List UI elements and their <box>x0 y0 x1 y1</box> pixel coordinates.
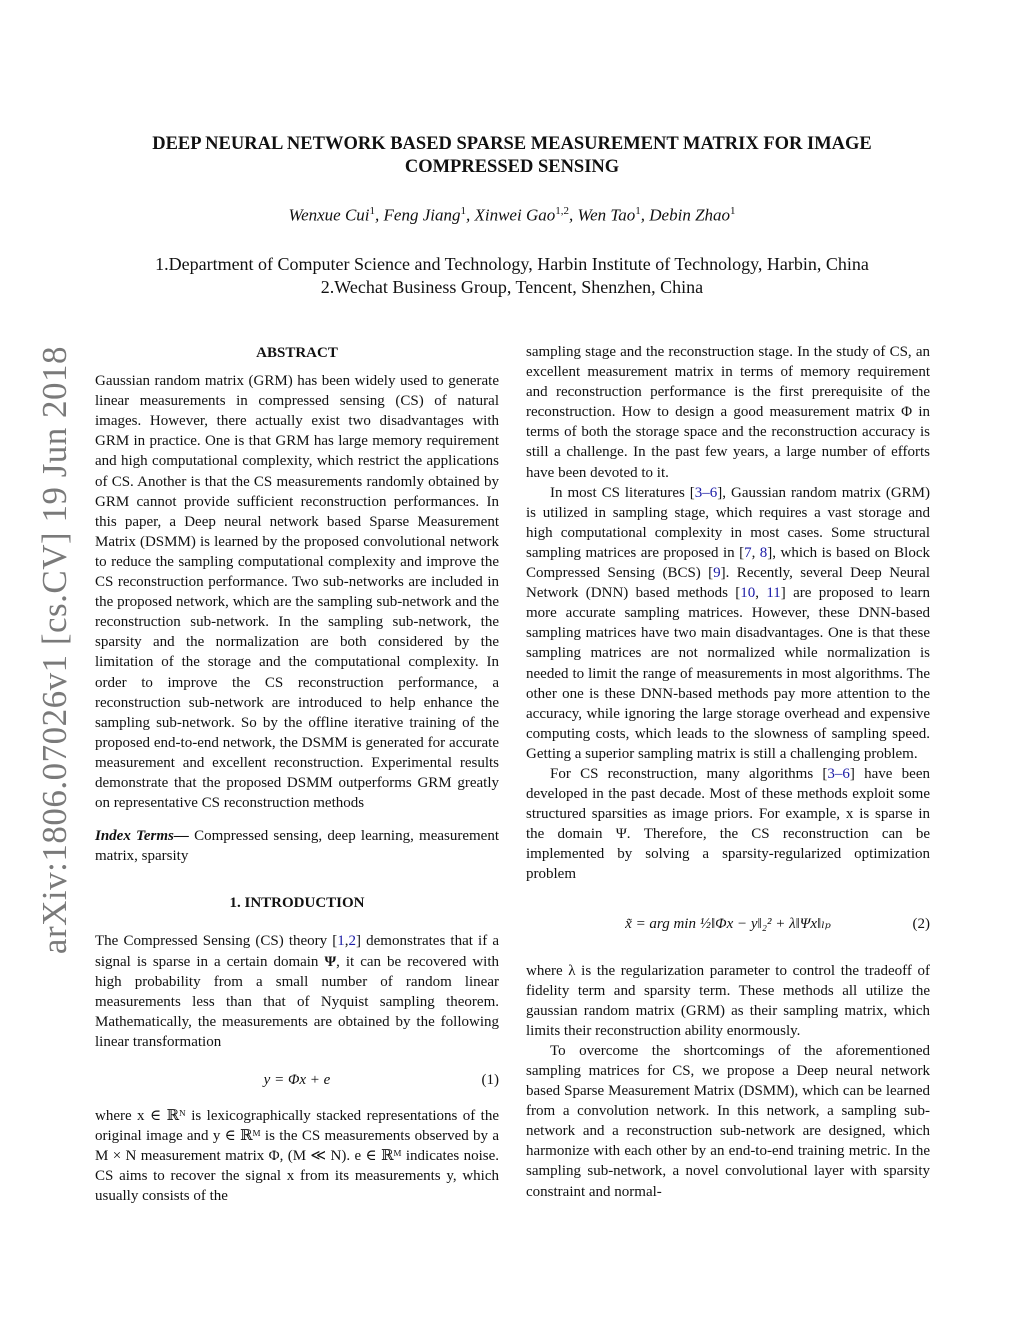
intro-text: The Compressed Sensing (CS) theory [ <box>95 933 338 950</box>
equation-2 <box>526 897 930 953</box>
body-text: , <box>755 585 767 602</box>
equation-1 <box>95 1068 499 1092</box>
citation-link[interactable]: 3–6 <box>694 484 718 501</box>
equation-1-number: (1) <box>481 1071 499 1088</box>
affiliation-line: 2.Wechat Business Group, Tencent, Shenzhen, China <box>320 277 704 297</box>
arxiv-sidebar-stamp: arXiv:1806.07026v1 [cs.CV] 19 Jun 2018 <box>35 345 74 955</box>
right-paragraph-2 <box>526 483 930 764</box>
intro-text: , it can be recovered with high probability from a small number of random linear measurements less than that of Nyquist sampling theorem. Mathematically, the measurements are obtained by the following linear transformation <box>95 953 499 1050</box>
affiliation-line: 1.Department of Computer Science and Technology, Harbin Institute of Technology, Harbin, China <box>155 254 869 274</box>
citation-link[interactable]: 9 <box>713 565 721 582</box>
intro-text: ] demonstrates that if a signal is sparse in a certain domain <box>95 933 499 970</box>
right-column <box>526 342 930 1202</box>
author-affiliation-mark: 1 <box>460 205 466 217</box>
right-paragraph-5: To overcome the shortcomings of the aforementioned sampling matrices for CS, we propose a Deep neural network based Sparse Measurement Matrix (DSMM), which can be learned from a convolution network. In this network, a sampling sub-network and a reconstruction sub-network are designed, which harmonize with each other by an end-to-end training metric. In the sampling sub-network, a novel convolutional layer with sparsity constraint and normal- <box>526 1042 930 1200</box>
citation-link[interactable]: 7 <box>744 544 752 561</box>
equation-1-formula: y = Φx + e <box>263 1071 331 1088</box>
author-name: Debin Zhao <box>649 205 731 225</box>
author-name: Feng Jiang <box>383 205 461 225</box>
introduction-heading: 1. INTRODUCTION <box>229 895 365 912</box>
paper-title: DEEP NEURAL NETWORK BASED SPARSE MEASUREMENT MATRIX FOR IMAGE COMPRESSED SENSING <box>152 134 872 177</box>
right-paragraph-1: sampling stage and the reconstruction stage. In the study of CS, an excellent measurement matrix in terms of memory requirement and reconstruction performance is the first prerequisite of the reconstruction. How to design a good measurement matrix Φ in terms of both the storage space and the reconstruction accuracy is still a challenge. In the past few years, a large number of efforts have been devoted to it. <box>526 344 930 481</box>
intro-text: , <box>344 933 349 950</box>
author-affiliation-mark: 1,2 <box>555 205 569 217</box>
body-text: ] have been developed in the past decade. Most of these methods exploit some structured sparsities as image priors. For example, x is sparse in the domain Ψ. Therefore, the CS reconstruction can be implemented by solving a sparsity-regularized optimization problem <box>526 765 930 883</box>
author-name: Wenxue Cui <box>288 205 370 225</box>
body-text: ], Gaussian random matrix (GRM) is utilized in sampling stage, which requires a vast storage and high computational complexity in most cases. Some structural sampling matrices are proposed in [ <box>526 484 930 561</box>
equation-2-formula: x̃ = arg min ½‖Φx − y‖₂² + λ‖Ψx‖ₗₚ <box>625 916 831 933</box>
author-affiliation-mark: 1 <box>730 205 736 217</box>
affiliations <box>100 253 924 299</box>
citation-link[interactable]: 3–6 <box>827 765 850 782</box>
citation-link[interactable]: 11 <box>766 585 781 602</box>
index-terms <box>95 826 499 866</box>
intro-paragraph-2: where x ∈ ℝᴺ is lexicographically stacked representations of the original image and y ∈ ℝᴹ is the CS measurements observed by a M × N measurement matrix Φ, (M ≪ N). e ∈ ℝᴹ indicates noise. CS aims to recover the signal x from its measurements y, which usually consists of the <box>95 1108 499 1205</box>
citation-link[interactable]: 2 <box>348 933 357 950</box>
equation-2-number: (2) <box>912 916 930 933</box>
psi-symbol: Ψ <box>324 953 337 970</box>
body-text: ] are proposed to learn more accurate sampling matrices. However, these DNN-based sampling matrices have two main disadvantages. One is that these sampling matrices are not normalized while normalization is needed to limit the range of measurements in most algorithms. The other one is these DNN-based methods pay more attention to the accuracy, while ignoring the large storage overhead and expensive computing costs, which leads to the slowness of sampling speed. Getting a superior sampling matrix is still a challenging problem. <box>526 585 931 762</box>
author-list: Wenxue Cui$^1$, Feng Jiang$^1$, Xinwei Gao$^{1,2}$, Wen Tao$^1$, Debin Zhao$^1$ <box>288 205 736 225</box>
citation-link[interactable]: 10 <box>740 585 756 602</box>
citation-link[interactable]: 1 <box>337 933 345 950</box>
author-affiliation-mark: 1 <box>369 205 376 217</box>
abstract-text: Gaussian random matrix (GRM) has been widely used to generate linear measurements in compressed sensing (CS) of natural images. However, there actually exist two disadvantages with GRM in practice. One is that GRM has large memory requirement and high computational complexity, which restrict the applications of CS. Another is that the CS measurements randomly obtained by GRM cannot provide sufficient reconstruction performances. In this paper, a Deep neural network based Sparse Measurement Matrix (DSMM) is learned by the proposed convolutional network to reduce the sampling computational complexity and improve the CS reconstruction performance. Two sub-networks are included in the proposed network, which are the sampling sub-network and the reconstruction sub-network. In the sampling sub-network, the sparsity and the normalization are both considered by the limitation of the storage and the computational complexity. In order to improve the CS reconstruction performance, a reconstruction sub-network are introduced to help enhance the sampling sub-network. So by the offline iterative training of the proposed end-to-end network, the DSMM is generated for accurate measurement and excellent reconstruction. Experimental results demonstrate that the proposed DSMM outperforms GRM greatly on representative CS reconstruction methods <box>95 373 499 812</box>
right-paragraph-4: where λ is the regularization parameter to control the tradeoff of fidelity term and sparsity term. These methods all utilize the gaussian random matrix (GRM) as their sampling matrix, which limits their reconstruction ability enormously. <box>526 962 930 1039</box>
index-terms-text: Compressed sensing, deep learning, measurement matrix, sparsity <box>95 828 500 865</box>
index-terms-label: Index Terms— <box>95 828 189 845</box>
abstract-heading: ABSTRACT <box>256 345 338 361</box>
left-column <box>95 343 499 1206</box>
author-affiliation-mark: 1 <box>635 205 641 217</box>
body-text: ], which is based on Block Compressed Sensing (BCS) [ <box>526 544 930 582</box>
citation-link[interactable]: 8 <box>759 544 768 561</box>
body-text: For CS reconstruction, many algorithms [ <box>550 765 828 782</box>
author-name: Wen Tao <box>577 205 636 225</box>
body-text: In most CS literatures [ <box>550 484 695 501</box>
body-text: ]. Recently, several Deep Neural Network (DNN) based methods [ <box>526 565 930 602</box>
body-text: , <box>751 544 760 561</box>
right-paragraph-3 <box>526 764 930 885</box>
author-name: Xinwei Gao <box>474 205 556 225</box>
intro-paragraph-1 <box>95 931 499 1052</box>
